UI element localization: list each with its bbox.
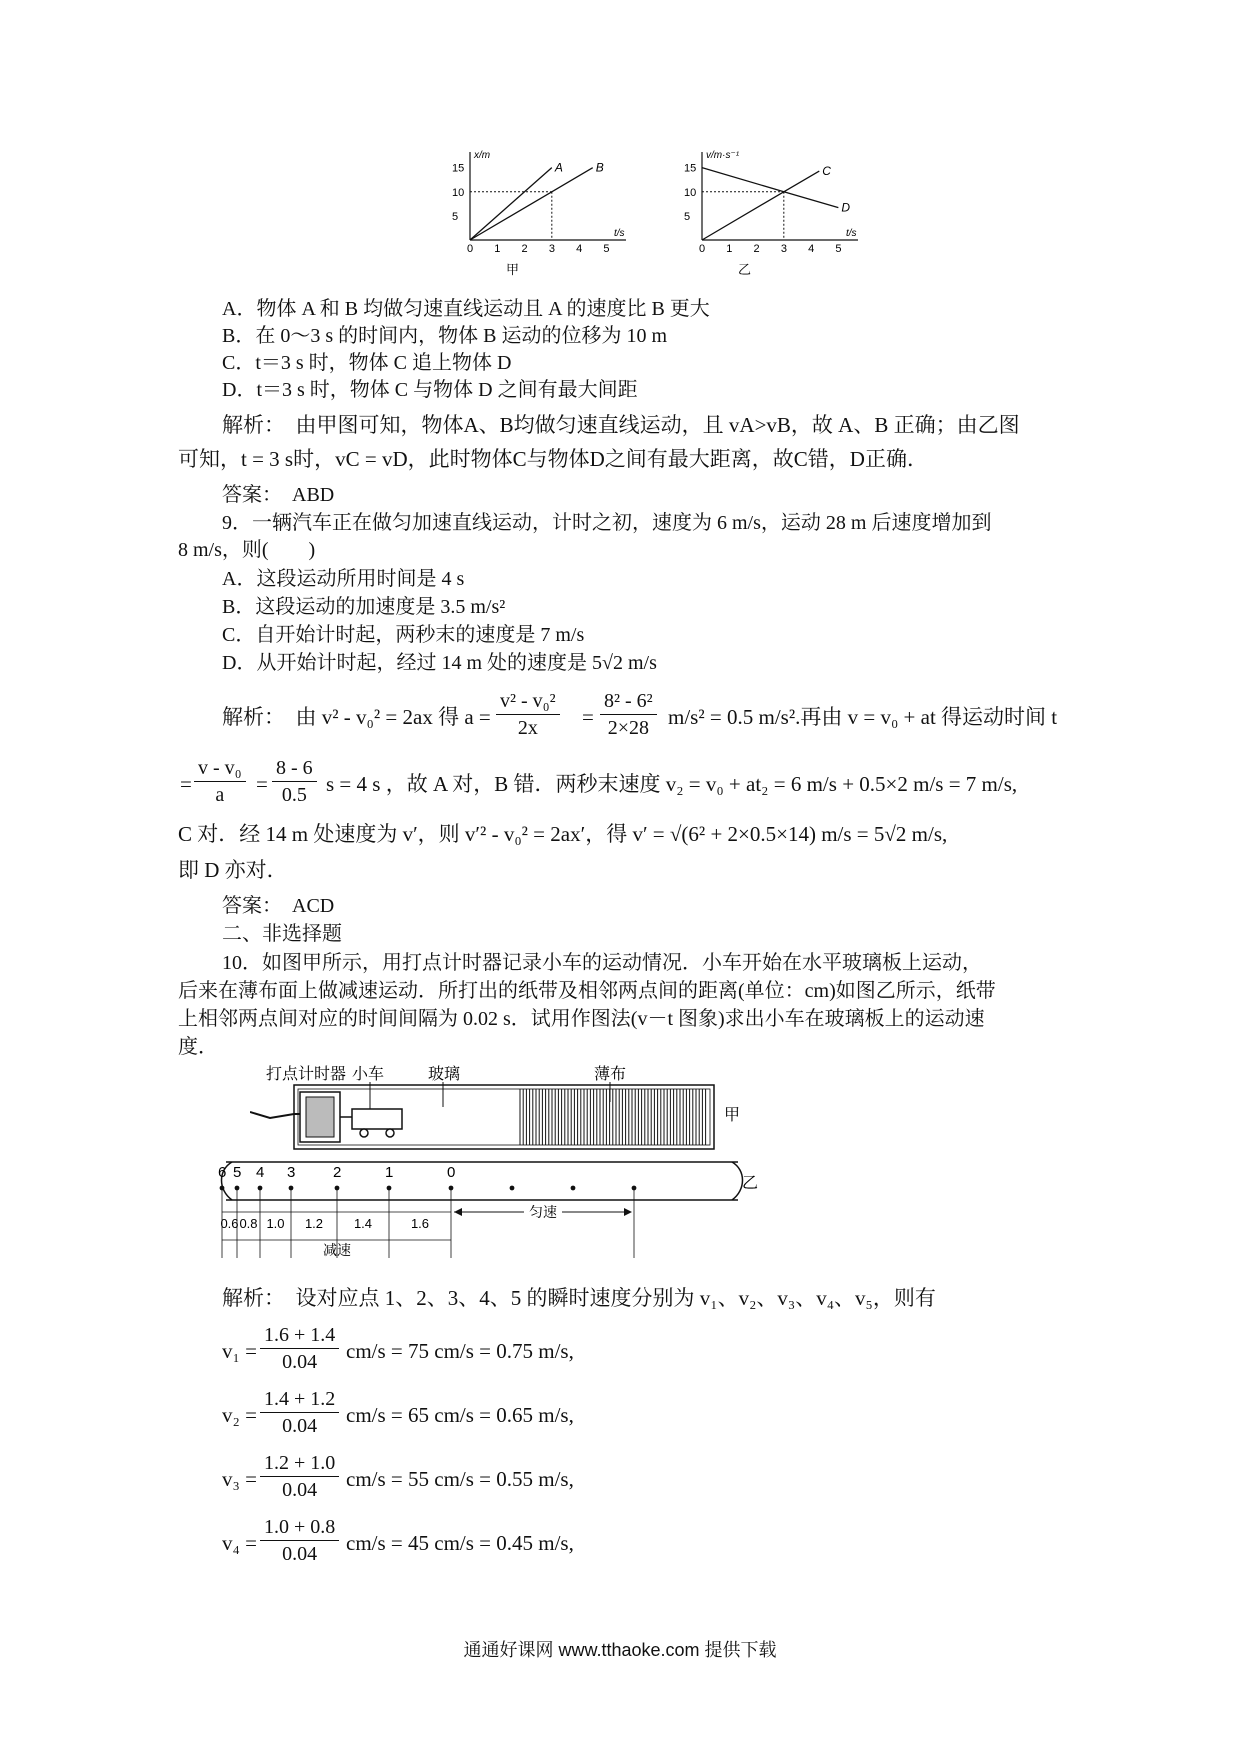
tape-dot bbox=[235, 1186, 240, 1191]
tape-dot bbox=[387, 1186, 392, 1191]
x-tick-label: 3 bbox=[548, 243, 555, 255]
q8-option-a: A．物体 A 和 B 均做匀速直线运动且 A 的速度比 B 更大 bbox=[222, 298, 710, 320]
tape-point-label: 4 bbox=[256, 1164, 265, 1181]
equation-fraction bbox=[260, 1322, 339, 1375]
fraction-denominator: 0.04 bbox=[260, 1348, 339, 1375]
fraction-numerator: v - v₀ bbox=[198, 757, 242, 779]
x-tick-label: 0 bbox=[699, 243, 706, 255]
decel-label: 减速 bbox=[323, 1242, 351, 1258]
y-tick-label: 10 bbox=[684, 186, 697, 199]
x-tick-label: 4 bbox=[576, 243, 583, 255]
cloth-region bbox=[520, 1089, 706, 1145]
tape-point-label: 5 bbox=[233, 1164, 242, 1181]
equals-sign: = bbox=[256, 772, 268, 796]
q8-answer: 答案： ABD bbox=[222, 484, 335, 506]
tape-point-label: 0 bbox=[447, 1164, 456, 1181]
fraction-denominator: 0.04 bbox=[260, 1412, 339, 1439]
fraction-denominator: 2x bbox=[496, 714, 560, 741]
tape-dot bbox=[335, 1186, 340, 1191]
tape-dot bbox=[258, 1186, 263, 1191]
fraction-numerator: 1.4 + 1.2 bbox=[264, 1388, 336, 1410]
apparatus-diagram bbox=[250, 1062, 760, 1154]
q8-option-d: D．t＝3 s 时，物体 C 与物体 D 之间有最大间距 bbox=[222, 379, 638, 401]
q9-solution-line1-a: 解析： 由 v² - v₀² = 2ax 得 a = bbox=[222, 705, 491, 729]
series-label: A bbox=[554, 160, 563, 175]
label-fig-b: 乙 bbox=[742, 1175, 759, 1192]
chart-x-t bbox=[440, 148, 640, 276]
fraction-numerator: v² - v₀² bbox=[500, 690, 556, 712]
fraction-denominator: 0.5 bbox=[272, 781, 317, 808]
gap-label: 1.6 bbox=[410, 1216, 430, 1231]
q9-option-a: A．这段运动所用时间是 4 s bbox=[222, 568, 465, 590]
label-cart: 小车 bbox=[352, 1066, 385, 1083]
x-tick-label: 1 bbox=[494, 243, 501, 255]
q9-fraction-1 bbox=[496, 688, 560, 741]
series-label: C bbox=[822, 164, 831, 179]
q10-stem-line3: 上相邻两点间对应的时间间隔为 0.02 s．试用作图法(v－t 图象)求出小车在玻璃板上的运动速 bbox=[178, 1008, 985, 1030]
y-tick-label: 5 bbox=[684, 210, 691, 223]
label-glass: 玻璃 bbox=[428, 1066, 461, 1083]
q9-solution-line2-b: s = 4 s ，故 A 对，B 错．两秒末速度 v₂ = v₀ + at₂ = 6 m/s + 0.5×2 m/s = 7 m/s, bbox=[326, 772, 1018, 796]
q9-solution-line4: 即 D 亦对． bbox=[178, 858, 288, 882]
fraction-denominator: a bbox=[194, 781, 246, 808]
equation-lhs: v₄ = bbox=[222, 1531, 257, 1555]
x-axis-label: t/s bbox=[846, 228, 857, 239]
tape-point-label: 2 bbox=[333, 1164, 342, 1181]
tape-dot bbox=[632, 1186, 637, 1191]
label-timer: 打点计时器 bbox=[266, 1066, 347, 1083]
q9-stem-line2: 8 m/s，则( ) bbox=[178, 539, 316, 561]
x-tick-label: 0 bbox=[467, 243, 474, 255]
chart-caption: 乙 bbox=[738, 262, 752, 276]
tape-point-label: 1 bbox=[385, 1164, 394, 1181]
equation-rhs: cm/s = 45 cm/s = 0.45 m/s, bbox=[346, 1531, 574, 1555]
equation-fraction bbox=[260, 1386, 339, 1439]
gap-label: 1.4 bbox=[353, 1216, 373, 1231]
chart-v-t bbox=[672, 148, 872, 276]
x-tick-label: 2 bbox=[521, 243, 528, 255]
page-footer: 通通好课网 www.tthaoke.com 提供下载 bbox=[463, 1640, 777, 1660]
fraction-numerator: 1.2 + 1.0 bbox=[264, 1452, 336, 1474]
section-heading: 二、非选择题 bbox=[222, 923, 342, 945]
fraction-numerator: 1.6 + 1.4 bbox=[264, 1324, 336, 1346]
q8-option-c: C．t＝3 s 时，物体 C 追上物体 D bbox=[222, 352, 512, 374]
equation-rhs: cm/s = 65 cm/s = 0.65 m/s, bbox=[346, 1403, 574, 1427]
equation-fraction bbox=[260, 1514, 339, 1567]
equals-sign: = bbox=[582, 705, 594, 729]
equation-rhs: cm/s = 55 cm/s = 0.55 m/s, bbox=[346, 1467, 574, 1491]
tape-marks bbox=[218, 1164, 636, 1258]
y-tick-label: 5 bbox=[452, 210, 459, 223]
equation-fraction bbox=[260, 1450, 339, 1503]
q9-solution-line3: C 对．经 14 m 处速度为 v′，则 v′² - v₀² = 2ax′，得 v′ = √(6² + 2×0.5×14) m/s = 5√2 m/s, bbox=[178, 822, 948, 846]
series-label: B bbox=[595, 160, 604, 175]
tape-dot bbox=[449, 1186, 454, 1191]
label-fig-a: 甲 bbox=[724, 1107, 741, 1124]
y-tick-label: 10 bbox=[452, 186, 465, 199]
q8-option-b: B．在 0～3 s 的时间内，物体 B 运动的位移为 10 m bbox=[222, 325, 668, 347]
q9-solution-line1-b: m/s² = 0.5 m/s².再由 v = v₀ + at 得运动时间 t bbox=[668, 705, 1058, 729]
fraction-denominator: 0.04 bbox=[260, 1476, 339, 1503]
q9-stem-line1: 9．一辆汽车正在做匀加速直线运动，计时之初，速度为 6 m/s，运动 28 m 后速度增加到 bbox=[222, 512, 992, 534]
tape-dot bbox=[510, 1186, 515, 1191]
tape-right-edge bbox=[732, 1162, 743, 1200]
series-label: D bbox=[841, 200, 851, 215]
y-tick-label: 15 bbox=[684, 162, 697, 175]
chart-caption: 甲 bbox=[506, 262, 520, 276]
q10-stem-line2: 后来在薄布面上做减速运动．所打出的纸带及相邻两点间的距离(单位：cm)如图乙所示，纸带 bbox=[178, 980, 996, 1002]
series-line-B bbox=[470, 168, 593, 240]
x-tick-label: 5 bbox=[835, 243, 842, 255]
arrow-right-icon bbox=[624, 1208, 632, 1216]
equation-lhs: v₁ = bbox=[222, 1339, 257, 1363]
q9-option-b: B．这段运动的加速度是 3.5 m/s² bbox=[222, 596, 506, 618]
arrow-left-icon bbox=[454, 1208, 462, 1216]
x-axis-label: t/s bbox=[614, 228, 625, 239]
tape-dot bbox=[289, 1186, 294, 1191]
x-tick-label: 1 bbox=[726, 243, 733, 255]
q9-solution-line2-a: = bbox=[180, 772, 192, 796]
x-tick-label: 2 bbox=[753, 243, 760, 255]
cart-wheel-left bbox=[360, 1129, 368, 1137]
q9-option-c: C．自开始计时起，两秒末的速度是 7 m/s bbox=[222, 624, 585, 646]
fraction-numerator: 8 - 6 bbox=[276, 757, 313, 779]
q10-solution-intro: 解析： 设对应点 1、2、3、4、5 的瞬时速度分别为 v₁、v₂、v₃、v₄、v₅，则有 bbox=[222, 1286, 936, 1310]
equation-rhs: cm/s = 75 cm/s = 0.75 m/s, bbox=[346, 1339, 574, 1363]
timer-inner bbox=[306, 1097, 334, 1137]
label-cloth: 薄布 bbox=[594, 1066, 627, 1083]
q9-fraction-2 bbox=[600, 688, 657, 741]
tape-dot bbox=[571, 1186, 576, 1191]
q9-fraction-4 bbox=[272, 755, 317, 808]
gap-label: 0.6 bbox=[220, 1216, 239, 1231]
gap-label: 1.2 bbox=[304, 1216, 324, 1231]
q10-stem-line4: 度． bbox=[178, 1036, 218, 1058]
x-tick-label: 4 bbox=[808, 243, 815, 255]
uniform-label: 匀速 bbox=[529, 1204, 557, 1220]
cart-wheel-right bbox=[386, 1129, 394, 1137]
x-tick-label: 3 bbox=[780, 243, 787, 255]
fraction-denominator: 0.04 bbox=[260, 1540, 339, 1567]
tape-point-label: 6 bbox=[218, 1164, 227, 1181]
y-tick-label: 15 bbox=[452, 162, 465, 175]
tape-dot bbox=[220, 1186, 225, 1191]
gap-label: 1.0 bbox=[266, 1216, 285, 1231]
series-line-A bbox=[470, 168, 552, 240]
q9-answer: 答案： ACD bbox=[222, 895, 335, 917]
equation-lhs: v₂ = bbox=[222, 1403, 257, 1427]
paper-tape-diagram bbox=[212, 1160, 772, 1280]
y-axis-label: v/m·s⁻¹ bbox=[706, 150, 740, 161]
fraction-numerator: 1.0 + 0.8 bbox=[264, 1516, 336, 1538]
gap-label: 0.8 bbox=[239, 1216, 258, 1231]
q9-fraction-3 bbox=[194, 755, 246, 808]
equation-lhs: v₃ = bbox=[222, 1467, 257, 1491]
series-line-D bbox=[702, 168, 838, 208]
q8-solution-line2: 可知，t = 3 s时，vC = vD，此时物体C与物体D之间有最大距离，故C错，D正确． bbox=[178, 447, 928, 471]
series-line-C bbox=[702, 171, 819, 240]
fraction-numerator: 8² - 6² bbox=[604, 690, 653, 712]
fraction-denominator: 2×28 bbox=[600, 714, 657, 741]
cart-body bbox=[352, 1109, 402, 1129]
y-axis-label: x/m bbox=[474, 150, 491, 161]
x-tick-label: 5 bbox=[603, 243, 610, 255]
q10-stem-line1: 10．如图甲所示，用打点计时器记录小车的运动情况．小车开始在水平玻璃板上运动， bbox=[222, 952, 982, 974]
timer-wire bbox=[250, 1112, 300, 1118]
q9-option-d: D．从开始计时起，经过 14 m 处的速度是 5√2 m/s bbox=[222, 652, 657, 674]
tape-point-label: 3 bbox=[287, 1164, 296, 1181]
q8-solution-line1: 解析： 由甲图可知，物体A、B均做匀速直线运动，且 vA>vB，故 A、B 正确；由乙图 bbox=[222, 413, 1020, 437]
